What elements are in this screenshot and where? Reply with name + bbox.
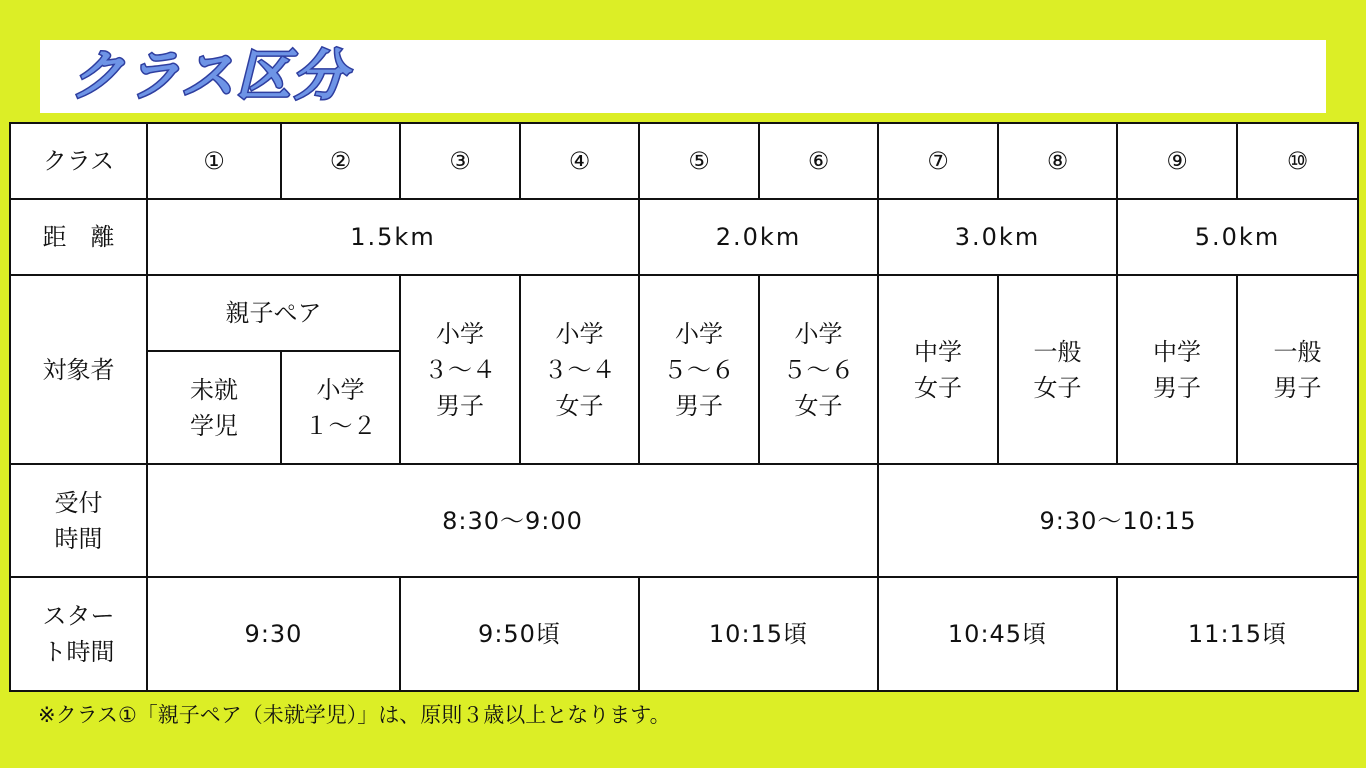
start-time-2: 9:50頃 [400, 577, 639, 691]
target-line: 男子 [1273, 373, 1322, 402]
footnote: ※クラス①「親子ペア（未就学児）」は、原則３歳以上となります。 [38, 703, 671, 727]
start-time-1: 9:30 [147, 577, 400, 691]
title-banner [40, 40, 1326, 113]
target-line: 一般 [1033, 337, 1082, 366]
reception-row [10, 464, 1358, 577]
distance-3: 3.0km [878, 199, 1117, 275]
distance-row [10, 199, 1358, 275]
target-line: 女子 [555, 391, 604, 420]
target-class-2 [281, 351, 400, 464]
target-line: 学児 [190, 411, 238, 440]
class-number-9: ⑨ [1117, 123, 1237, 199]
target-class-7 [878, 275, 998, 464]
target-line: 小学 [675, 319, 723, 348]
target-line: ３～４ [543, 355, 616, 384]
start-time-4: 10:45頃 [878, 577, 1117, 691]
reception-header [10, 464, 147, 577]
reception-header-line: 時間 [54, 524, 103, 553]
target-line: 小学 [436, 319, 484, 348]
reception-time-2: 9:30～10:15 [878, 464, 1358, 577]
target-class-4 [520, 275, 639, 464]
class-number-8: ⑧ [998, 123, 1117, 199]
target-line: 女子 [1033, 373, 1082, 402]
page-title: クラス区分 [70, 44, 349, 107]
target-line: 中学 [1153, 337, 1201, 366]
target-class-8 [998, 275, 1117, 464]
target-line: 小学 [316, 375, 365, 404]
class-number-3: ③ [400, 123, 520, 199]
target-class-3 [400, 275, 520, 464]
start-time-3: 10:15頃 [639, 577, 878, 691]
class-number-2: ② [281, 123, 400, 199]
class-number-6: ⑥ [759, 123, 878, 199]
target-line: １～２ [304, 411, 377, 440]
distance-2: 2.0km [639, 199, 878, 275]
target-line: 小学 [555, 319, 604, 348]
start-time-5: 11:15頃 [1117, 577, 1358, 691]
target-header: 対象者 [10, 275, 147, 464]
start-row [10, 577, 1358, 691]
target-class-6 [759, 275, 878, 464]
target-line: 男子 [1153, 373, 1201, 402]
target-line: 男子 [675, 391, 723, 420]
target-line: 女子 [794, 391, 843, 420]
target-line: ３～４ [424, 355, 496, 384]
class-number-7: ⑦ [878, 123, 998, 199]
target-row-upper [10, 275, 1358, 351]
target-line: 未就 [190, 375, 238, 404]
class-header: クラス [10, 123, 147, 199]
target-line: 女子 [914, 373, 962, 402]
start-header-line: ト時間 [42, 638, 115, 666]
class-number-10: ⑩ [1237, 123, 1358, 199]
distance-4: 5.0km [1117, 199, 1358, 275]
distance-header: 距 離 [10, 199, 147, 275]
target-class-10 [1237, 275, 1358, 464]
target-line: 男子 [436, 391, 484, 420]
class-row [10, 123, 1358, 199]
target-line: ５～６ [782, 355, 855, 384]
class-number-4: ④ [520, 123, 639, 199]
target-line: ５～６ [663, 355, 735, 384]
distance-1: 1.5km [147, 199, 639, 275]
reception-header-line: 受付 [54, 488, 103, 517]
class-number-5: ⑤ [639, 123, 759, 199]
target-line: 小学 [794, 319, 843, 348]
reception-time-1: 8:30～9:00 [147, 464, 878, 577]
start-header-line: スター [42, 602, 115, 630]
class-schedule-table [9, 122, 1359, 692]
class-number-1: ① [147, 123, 281, 199]
target-class-1 [147, 351, 281, 464]
target-class-5 [639, 275, 759, 464]
target-line: 一般 [1273, 337, 1322, 366]
start-header [10, 577, 147, 691]
target-line: 中学 [914, 337, 962, 366]
target-class-9 [1117, 275, 1237, 464]
pair-group-header: 親子ペア [147, 275, 400, 351]
